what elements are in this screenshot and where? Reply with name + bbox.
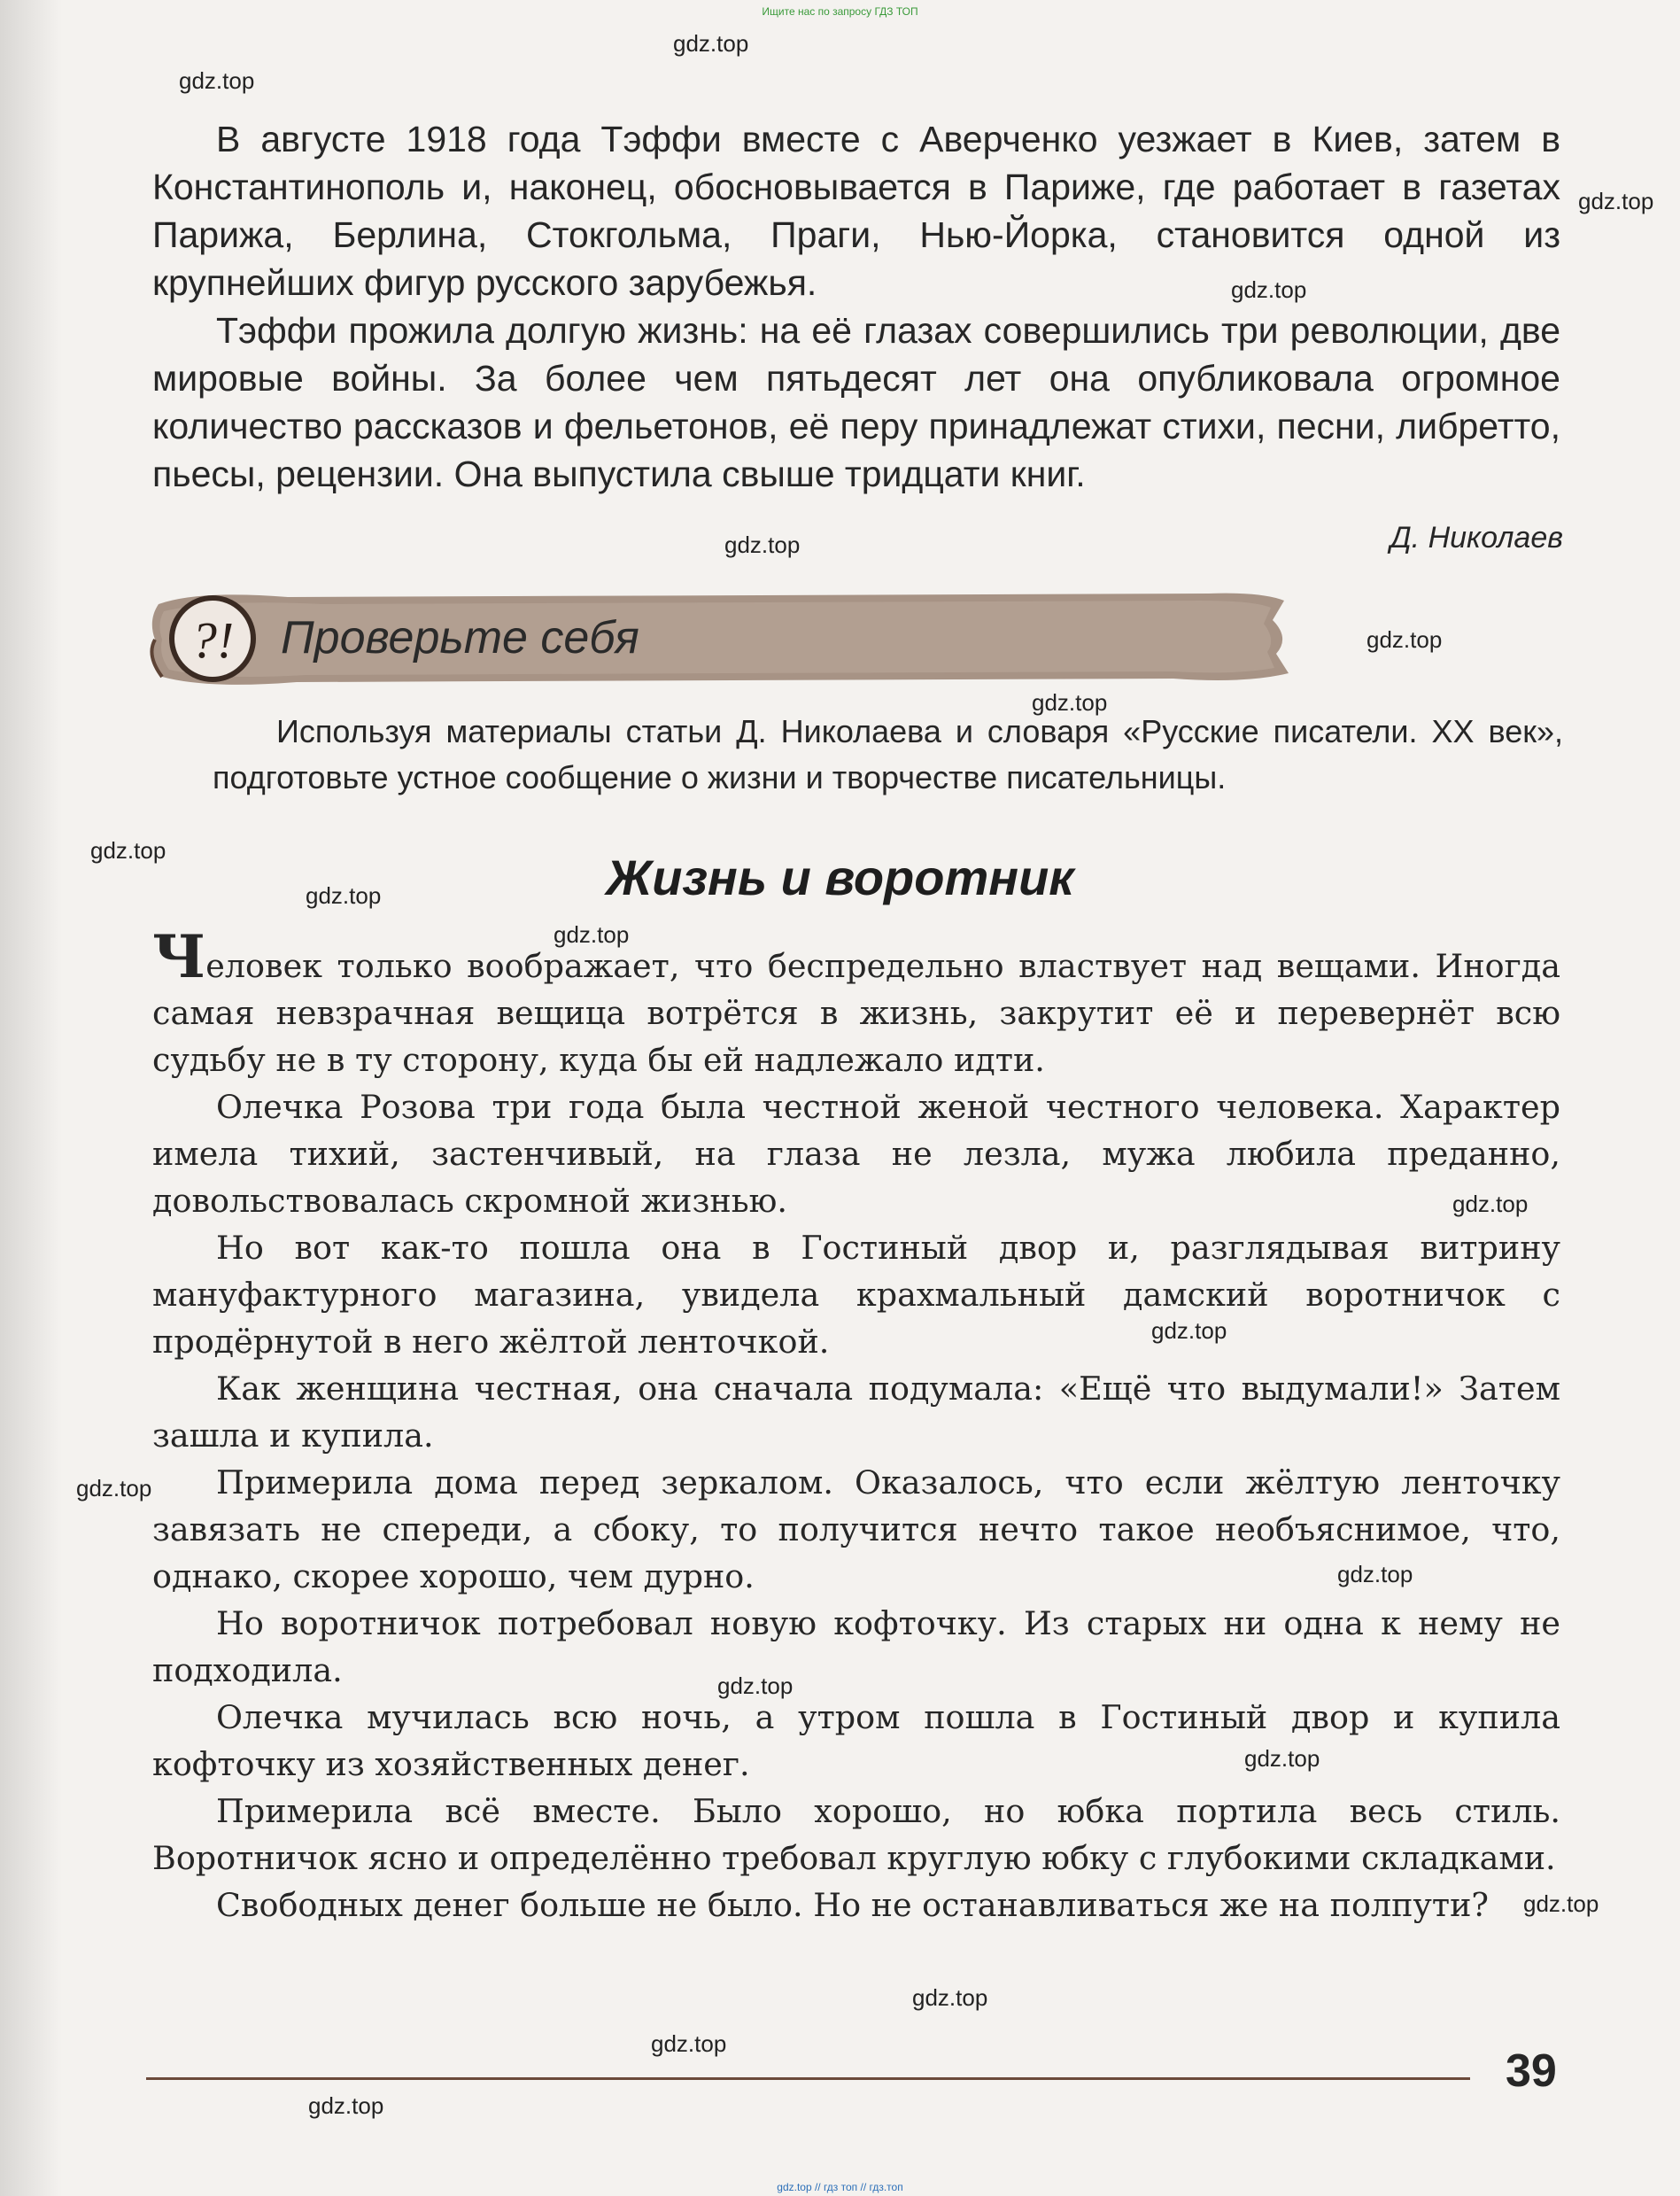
story-paragraph: Олечка мучилась всю ночь, а утром пошла в Гостиный двор и купила кофточку из хозяйственных денег. [152,1698,1560,1783]
watermark: gdz.top [1578,188,1654,214]
watermark: gdz.top [1032,689,1108,716]
section-heading: Проверьте себя [281,612,639,663]
story-title: Жизнь и воротник [606,850,1074,905]
story-paragraph: Свободных денег больше не было. Но не останавливаться же на полпути? [216,1886,1489,1924]
article-author: Д. Николаев [1390,521,1563,555]
watermark: gdz.top [76,1475,152,1502]
intro-paragraph: Тэффи прожила долгую жизнь: на её глазах совершились три революции, две мировые войны. За более чем пятьдесят лет она опубликовала огромное количество рассказов и фельетонов, её перу принадлежат стихи, песни, либретто, пьесы, рецензии. Она выпустила свыше тридцати книг. [152,310,1560,494]
watermark: gdz.top [912,1984,988,2011]
assignment-text [213,709,1563,801]
watermark: gdz.top [1523,1890,1599,1917]
story-paragraph: Примерила всё вместе. Было хорошо, но юбка портила весь стиль. Воротничок ясно и определённо требовал круглую юбку с глубокими складками. [152,1792,1560,1877]
icon-glyph: ?! [190,611,235,669]
watermark: gdz.top [308,2092,384,2119]
page-spine-shadow [0,0,62,2196]
watermark: gdz.top [1231,276,1307,303]
watermark: gdz.top [717,1672,794,1699]
drop-cap: Ч [152,922,206,991]
watermark: gdz.top [1244,1745,1320,1772]
check-yourself-banner [146,585,1297,693]
intro-article [152,115,1560,498]
story-paragraph-text: еловек только воображает, что беспредельно властвует над вещами. Иногда самая невзрачная вещица вотрётся в жизнь, закрутит её и перевернёт всю судьбу не в ту сторону, куда бы ей надлежало идти. [152,947,1560,1079]
header-note: Ищите нас по запросу ГДЗ ТОП [762,5,918,18]
story-paragraph: Но воротничок потребовал новую кофточку. Из старых ни одна к нему не подходила. [152,1604,1560,1689]
watermark: gdz.top [90,837,166,864]
watermark: gdz.top [179,67,255,94]
watermark: gdz.top [673,30,749,57]
watermark: gdz.top [306,882,382,909]
watermark: gdz.top [724,532,801,558]
footer-divider [146,2077,1470,2080]
story-paragraph: Олечка Розова три года была честной женой честного человека. Характер имела тихий, застенчивый, на глаза не лезла, мужа любила преданно, довольствовалась скромной жизнью. [152,1088,1560,1220]
watermark: gdz.top [651,2030,727,2057]
watermark: gdz.top [554,921,630,948]
story-paragraph: Как женщина честная, она сначала подумала: «Ещё что выдумали!» Затем зашла и купила. [152,1370,1560,1455]
intro-paragraph: В августе 1918 года Тэффи вместе с Аверченко уезжает в Киев, затем в Константинополь и, наконец, обосновывается в Париже, где работает в газетах Парижа, Берлина, Стокгольма, Праги, Нью-Йорка, становится одной из крупнейших фигур русского зарубежья. [152,119,1560,303]
watermark: gdz.top [1151,1317,1227,1344]
footer-note: gdz.top // гдз топ // гдз.топ [777,2181,903,2193]
story-paragraph: Примерила дома перед зеркалом. Оказалось, что если жёлтую ленточку завязать не спереди, а сбоку, то получится нечто такое необъяснимое, что, однако, скорее хорошо, чем дурно. [152,1463,1560,1595]
page-number: 39 [1506,2045,1557,2097]
watermark: gdz.top [1337,1561,1413,1587]
watermark: gdz.top [1452,1191,1529,1217]
watermark: gdz.top [1366,626,1443,653]
story-paragraph: Но вот как-то пошла она в Гостиный двор и, разглядывая витрину мануфактурного магазина, увидела крахмальный дамский воротничок с продёрнутой в него жёлтой ленточкой. [152,1229,1560,1361]
question-exclamation-icon [164,590,261,687]
assignment-paragraph: Используя материалы статьи Д. Николаева и словаря «Русские писатели. XX век», подготовьте устное сообщение о жизни и творчестве писательницы. [213,713,1563,795]
